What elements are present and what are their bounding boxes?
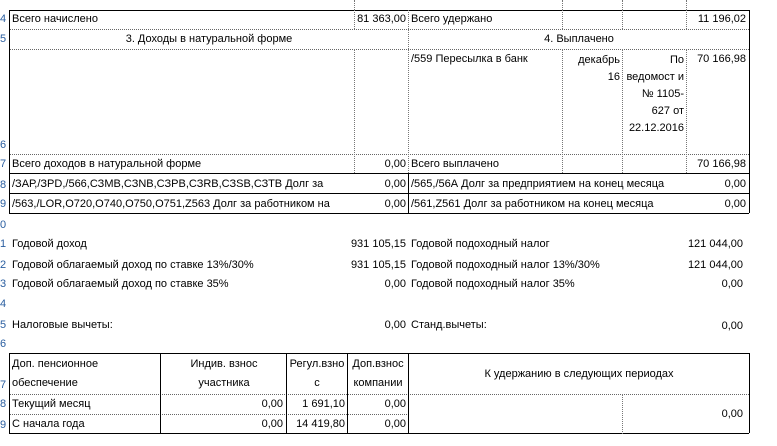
row-number: 7 (0, 158, 7, 170)
employer-debt-end-value: 0,00 (724, 178, 746, 190)
grid-line (562, 0, 563, 10)
standard-deductions-value: 0,00 (721, 320, 743, 332)
row-number: 4 (0, 13, 7, 25)
row-number: 0 (0, 219, 7, 231)
employee-debt-end-value: 0,00 (724, 198, 746, 210)
row-number: 6 (0, 139, 7, 151)
withheld-total-label: Всего удержано (411, 13, 493, 25)
paid-total-label: Всего выплачено (411, 158, 499, 170)
row-number: 5 (0, 33, 7, 45)
annual-tax-35-value: 0,00 (721, 278, 743, 290)
current-month-company: 0,00 (384, 398, 406, 410)
annual-tax-value: 121 044,00 (687, 238, 743, 250)
row-number: 9 (0, 198, 7, 210)
annual-taxable-13-label: Годовой облагаемый доход по ставке 13%/30% (12, 259, 254, 271)
annual-tax-label: Годовой подоходный налог (411, 238, 550, 250)
grid-line (354, 0, 355, 10)
standard-deductions-label: Станд.вычеты: (411, 319, 487, 331)
grid-line (408, 173, 409, 213)
row-number: 5 (0, 319, 7, 331)
row-number: 8 (0, 398, 7, 410)
grid-line (562, 10, 563, 29)
employer-debt-start-value: 0,00 (384, 178, 406, 190)
employee-debt-start-value: 0,00 (384, 198, 406, 210)
current-month-label: Текущий месяц (12, 398, 91, 410)
grid-line (9, 433, 749, 434)
individual-contribution-header: Индив. взнос участника (190, 358, 258, 389)
paid-total-value: 70 166,98 (697, 158, 746, 170)
grid-line (9, 173, 10, 213)
grid-line (9, 29, 749, 30)
row-number: 8 (0, 179, 7, 191)
grid-line (9, 394, 409, 395)
grid-line (749, 10, 750, 173)
annual-taxable-35-value: 0,00 (384, 278, 406, 290)
annual-taxable-35-label: Годовой облагаемый доход по ставке 35% (12, 278, 229, 290)
grid-line (160, 353, 161, 433)
grid-line (749, 353, 750, 433)
current-month-regular: 1 691,10 (302, 398, 345, 410)
grid-line (749, 173, 750, 213)
grid-line (622, 0, 623, 10)
grid-line (622, 394, 623, 434)
grid-line (9, 10, 749, 11)
grid-line (286, 353, 287, 433)
payment-statement: По ведомост и № 1105-627 от 22.12.2016 (626, 54, 684, 134)
company-contribution-header: Доп.взнос компании (352, 358, 404, 389)
ytd-label: С начала года (12, 418, 85, 430)
annual-income-value: 931 105,15 (350, 238, 406, 250)
row-number: 3 (0, 278, 7, 290)
row-number: 4 (0, 298, 7, 310)
ytd-regular: 14 419,80 (296, 418, 345, 430)
grid-line (408, 394, 749, 395)
employer-debt-start-label: /ЗАР,/ЗРD,/566,СЗМВ,СЗNВ,СЗРВ,СЗRВ,СЗSВ,СЗТВ Долг за (12, 178, 324, 190)
grid-line (347, 353, 348, 433)
annual-taxable-13-value: 931 105,15 (350, 259, 406, 271)
future-withholding-value: 0,00 (721, 408, 743, 420)
payment-amount: 70 166,98 (697, 53, 746, 65)
employer-debt-end-label: /565,/56А Долг за предприятием на конец месяца (411, 178, 665, 190)
tax-deductions-label: Налоговые вычеты: (12, 319, 113, 331)
grid-line (9, 353, 749, 354)
row-number: 7 (0, 379, 7, 391)
row-number: 9 (0, 419, 7, 431)
grid-line (9, 213, 749, 214)
withheld-total-value: 11 196,02 (697, 13, 746, 25)
pension-col-header: Доп. пенсионное обеспечение (12, 358, 99, 389)
grid-line (9, 49, 749, 50)
grid-line (562, 49, 563, 173)
employee-debt-start-label: /563,/LOR,O720,O740,O750,O751,Z563 Долг за работником на (12, 198, 330, 210)
regular-contribution-header: Регул.взнос (289, 358, 345, 389)
grid-line (622, 49, 623, 173)
future-withholding-header: К удержанию в следующих периодах (484, 368, 674, 380)
annual-tax-13-label: Годовой подоходный налог 13%/30% (411, 259, 600, 271)
grid-line (354, 49, 355, 173)
tax-deductions-value: 0,00 (384, 319, 406, 331)
row-number: 6 (0, 338, 7, 350)
employee-debt-end-label: /561,Z561 Долг за работником на конец месяца (411, 198, 654, 210)
accrued-total-value: 81 363,00 (357, 13, 406, 25)
section-in-kind-header: 3. Доходы в натуральной форме (125, 33, 293, 45)
grid-line (9, 414, 409, 415)
annual-income-label: Годовой доход (12, 238, 87, 250)
current-month-individual: 0,00 (261, 398, 283, 410)
ytd-individual: 0,00 (261, 418, 283, 430)
section-paid-header: 4. Выплачено (544, 33, 614, 45)
payment-month: декабрь 16 (578, 54, 620, 83)
grid-line (9, 173, 749, 174)
in-kind-total-value: 0,00 (384, 158, 406, 170)
row-number (0, 436, 9, 446)
accrued-total-label: Всего начислено (12, 13, 98, 25)
annual-tax-13-value: 121 044,00 (687, 259, 743, 271)
row-number: 1 (0, 238, 7, 250)
grid-line (408, 353, 409, 433)
grid-line (686, 49, 687, 173)
grid-line (9, 353, 10, 433)
grid-line (622, 10, 623, 29)
row-number: 2 (0, 259, 7, 271)
grid-line (9, 193, 749, 194)
ytd-company: 0,00 (384, 418, 406, 430)
annual-tax-35-label: Годовой подоходный налог 35% (411, 278, 575, 290)
in-kind-total-label: Всего доходов в натуральной форме (12, 158, 202, 170)
payment-code: /559 Пересылка в банк (411, 53, 528, 65)
grid-line (686, 0, 687, 10)
grid-line (9, 154, 749, 155)
